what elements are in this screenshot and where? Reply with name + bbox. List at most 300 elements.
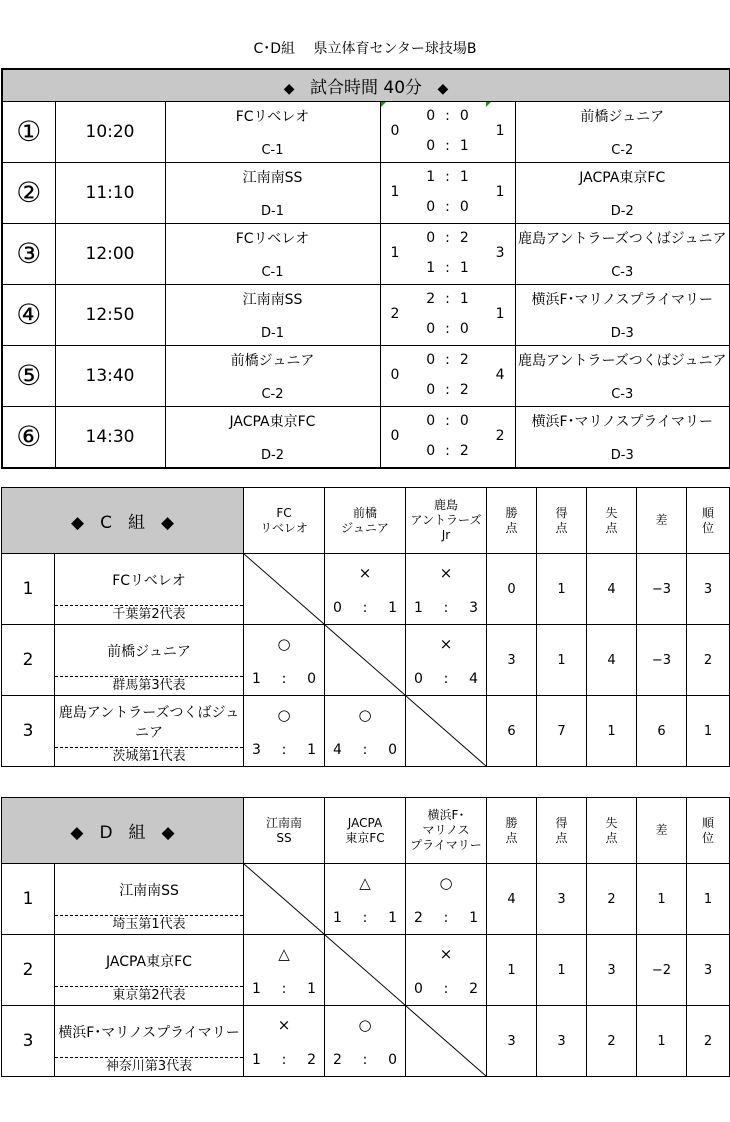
team-name: 横浜F･マリノスプライマリー bbox=[55, 1006, 243, 1058]
stat-header-points: 勝 点 bbox=[487, 488, 537, 554]
self-match-cell bbox=[244, 554, 325, 625]
diagonal-slash bbox=[406, 1006, 486, 1076]
score-box bbox=[381, 407, 515, 467]
result-mark: ○ bbox=[358, 706, 372, 724]
team-qualification: 埼玉第1代表 bbox=[112, 917, 186, 932]
stat-ga bbox=[587, 696, 637, 767]
self-match-cell bbox=[406, 696, 487, 767]
stat-gf-value: 3 bbox=[557, 891, 566, 907]
row-number-text: 1 bbox=[22, 579, 34, 599]
result-mark: × bbox=[439, 635, 453, 653]
diamond-icon: ◆ bbox=[70, 823, 84, 843]
group-d-standings-table bbox=[1, 797, 730, 1077]
standings-row bbox=[2, 696, 730, 767]
diagonal-slash bbox=[325, 935, 405, 1005]
score-against: 0 bbox=[388, 742, 397, 758]
stat-rank-value: 3 bbox=[703, 581, 713, 597]
opponent-column-header: 鹿島 アントラーズ Jr bbox=[406, 488, 487, 554]
stat-diff bbox=[637, 864, 687, 935]
diagonal-slash bbox=[325, 625, 405, 695]
score-for: 0 bbox=[414, 981, 423, 997]
result-cell bbox=[244, 1006, 325, 1077]
away-team-code: C-3 bbox=[611, 386, 634, 402]
stat-rank-value: 1 bbox=[703, 891, 713, 907]
home-team-cell bbox=[165, 345, 380, 406]
result-mark: × bbox=[358, 564, 372, 582]
second-half-score bbox=[381, 260, 515, 276]
stat-rank bbox=[687, 935, 730, 1006]
first-half-away: 0 bbox=[459, 412, 469, 429]
second-half-away: 1 bbox=[459, 137, 469, 154]
row-number-text: 1 bbox=[22, 889, 34, 909]
score-cell bbox=[380, 284, 515, 345]
comment-marker-icon bbox=[381, 102, 386, 107]
stat-header-rank: 順 位 bbox=[687, 798, 730, 864]
home-team-code: C-1 bbox=[261, 142, 284, 158]
opponent-column-header: 前橋 ジュニア bbox=[325, 488, 406, 554]
stat-header-diff: 差 bbox=[637, 488, 687, 554]
group-letter: C bbox=[100, 513, 112, 533]
stat-ga-value: 3 bbox=[607, 962, 616, 978]
stat-header-rank: 順 位 bbox=[687, 488, 730, 554]
match-schedule-table bbox=[1, 68, 730, 469]
score-for: 2 bbox=[414, 910, 423, 926]
first-half-home: 0 bbox=[426, 412, 436, 429]
match-number-text: ⑥ bbox=[16, 420, 42, 453]
second-half-home: 0 bbox=[426, 198, 436, 215]
colon: : bbox=[445, 412, 450, 429]
stat-diff-value: −3 bbox=[651, 581, 672, 597]
away-total-score: 4 bbox=[495, 366, 505, 383]
colon: : bbox=[445, 381, 450, 398]
score-box bbox=[381, 224, 515, 284]
result-cell bbox=[325, 864, 406, 935]
match-time bbox=[55, 284, 165, 345]
home-team-name: FCリベレオ bbox=[235, 230, 310, 247]
home-team-name: JACPA東京FC bbox=[229, 413, 316, 430]
score-cell bbox=[380, 223, 515, 284]
match-duration-label: 試合時間 40分 bbox=[309, 77, 423, 98]
away-total-score: 1 bbox=[495, 122, 505, 139]
stat-diff bbox=[637, 1006, 687, 1077]
result-mark: × bbox=[439, 564, 453, 582]
stat-diff bbox=[637, 935, 687, 1006]
score-for: 1 bbox=[252, 981, 261, 997]
colon: : bbox=[445, 137, 450, 154]
match-row bbox=[2, 101, 730, 162]
first-half-score bbox=[381, 230, 515, 246]
stat-rank-value: 3 bbox=[703, 962, 713, 978]
away-total-score: 2 bbox=[495, 427, 505, 444]
match-time bbox=[55, 406, 165, 468]
home-total-score: 1 bbox=[390, 244, 400, 261]
team-name: 鹿島アントラーズつくばジュニア bbox=[55, 696, 243, 748]
away-team-name: JACPA東京FC bbox=[579, 169, 666, 186]
first-half-score bbox=[381, 169, 515, 185]
away-team-cell bbox=[515, 284, 730, 345]
result-score bbox=[244, 981, 324, 997]
comment-marker-icon bbox=[486, 102, 491, 107]
colon: : bbox=[443, 671, 449, 687]
home-team-cell bbox=[165, 406, 380, 468]
colon: : bbox=[281, 742, 287, 758]
team-cell bbox=[55, 864, 244, 935]
stat-points-value: 3 bbox=[507, 1033, 516, 1049]
opponent-column-header: 江南南 SS bbox=[244, 798, 325, 864]
row-number bbox=[2, 696, 55, 767]
team-cell bbox=[55, 935, 244, 1006]
team-qualification: 東京第2代表 bbox=[112, 988, 186, 1003]
standings-header-row bbox=[2, 798, 730, 864]
score-box bbox=[381, 102, 515, 162]
stat-rank-value: 1 bbox=[703, 723, 713, 739]
score-box bbox=[381, 163, 515, 223]
match-time-text: 10:20 bbox=[85, 121, 135, 142]
stat-diff-value: 1 bbox=[657, 891, 666, 907]
stat-gf bbox=[537, 696, 587, 767]
second-half-home: 0 bbox=[426, 320, 436, 337]
diamond-icon: ◆ bbox=[160, 513, 175, 533]
match-number-text: ⑤ bbox=[16, 359, 42, 392]
stat-gf bbox=[537, 554, 587, 625]
stat-ga bbox=[587, 554, 637, 625]
row-number bbox=[2, 554, 55, 625]
first-half-away: 0 bbox=[459, 107, 469, 124]
result-cell bbox=[244, 696, 325, 767]
result-mark: ○ bbox=[277, 706, 291, 724]
result-cell bbox=[406, 935, 487, 1006]
stat-diff-value: −2 bbox=[651, 962, 672, 978]
diamond-icon: ◆ bbox=[283, 80, 295, 97]
row-number-text: 2 bbox=[22, 650, 34, 670]
match-number bbox=[2, 223, 55, 284]
self-match-cell bbox=[244, 864, 325, 935]
match-row bbox=[2, 406, 730, 468]
score-against: 1 bbox=[388, 600, 397, 616]
stat-header-gf: 得 点 bbox=[537, 798, 587, 864]
standings-row bbox=[2, 864, 730, 935]
second-half-away: 0 bbox=[459, 198, 469, 215]
team-qualification: 千葉第2代表 bbox=[112, 607, 186, 622]
second-half-home: 1 bbox=[426, 259, 436, 276]
colon: : bbox=[281, 1052, 287, 1068]
home-team-cell bbox=[165, 284, 380, 345]
score-against: 1 bbox=[307, 742, 316, 758]
home-team-cell bbox=[165, 162, 380, 223]
home-total-score: 0 bbox=[390, 427, 400, 444]
match-time bbox=[55, 223, 165, 284]
stat-gf-value: 1 bbox=[557, 581, 566, 597]
match-number-text: ② bbox=[16, 176, 42, 209]
score-for: 1 bbox=[414, 600, 423, 616]
result-score bbox=[406, 671, 486, 687]
score-cell bbox=[380, 162, 515, 223]
score-against: 0 bbox=[307, 671, 316, 687]
score-cell bbox=[380, 345, 515, 406]
stat-ga bbox=[587, 864, 637, 935]
page-title: C･D組 県立体育センター球技場B bbox=[253, 41, 477, 57]
away-team-code: C-2 bbox=[611, 142, 634, 158]
score-against: 2 bbox=[307, 1052, 316, 1068]
away-team-name: 横浜F･マリノスプライマリー bbox=[531, 413, 714, 430]
second-half-score bbox=[381, 199, 515, 215]
second-half-away: 0 bbox=[459, 320, 469, 337]
colon: : bbox=[362, 600, 368, 616]
home-total-score: 0 bbox=[390, 122, 400, 139]
row-number bbox=[2, 935, 55, 1006]
second-half-score bbox=[381, 382, 515, 398]
opponent-column-header: JACPA 東京FC bbox=[325, 798, 406, 864]
result-mark: △ bbox=[359, 874, 371, 892]
diamond-icon: ◆ bbox=[437, 80, 449, 97]
result-score bbox=[325, 1052, 405, 1068]
first-half-away: 2 bbox=[459, 229, 469, 246]
result-score bbox=[325, 600, 405, 616]
match-time-text: 14:30 bbox=[85, 426, 135, 447]
match-row bbox=[2, 345, 730, 406]
second-half-score bbox=[381, 138, 515, 154]
stat-points-value: 3 bbox=[507, 652, 516, 668]
self-match-cell bbox=[325, 625, 406, 696]
stat-ga-value: 4 bbox=[607, 581, 616, 597]
away-total-score: 1 bbox=[495, 305, 505, 322]
stat-points bbox=[487, 625, 537, 696]
stat-rank bbox=[687, 696, 730, 767]
home-total-score: 2 bbox=[390, 305, 400, 322]
result-mark: ○ bbox=[277, 635, 291, 653]
match-row bbox=[2, 223, 730, 284]
result-mark: ○ bbox=[439, 874, 453, 892]
row-number-text: 3 bbox=[22, 1031, 34, 1051]
match-time-text: 12:50 bbox=[85, 304, 135, 325]
away-team-cell bbox=[515, 101, 730, 162]
score-against: 1 bbox=[469, 910, 478, 926]
result-cell bbox=[325, 696, 406, 767]
score-for: 4 bbox=[333, 742, 342, 758]
match-number bbox=[2, 162, 55, 223]
score-against: 4 bbox=[469, 671, 478, 687]
stat-rank bbox=[687, 554, 730, 625]
result-mark: ○ bbox=[358, 1016, 372, 1034]
colon: : bbox=[362, 910, 368, 926]
group-label bbox=[2, 798, 244, 864]
row-number bbox=[2, 625, 55, 696]
team-name: 江南南SS bbox=[55, 864, 243, 916]
stat-gf-value: 1 bbox=[557, 962, 566, 978]
opponent-column-header: FC リベレオ bbox=[244, 488, 325, 554]
stat-header-ga: 失 点 bbox=[587, 798, 637, 864]
stat-diff-value: −3 bbox=[651, 652, 672, 668]
diagonal-slash bbox=[244, 554, 324, 624]
home-total-score: 1 bbox=[390, 183, 400, 200]
colon: : bbox=[445, 442, 450, 459]
colon: : bbox=[362, 1052, 368, 1068]
stat-diff bbox=[637, 625, 687, 696]
stat-diff-value: 6 bbox=[657, 723, 666, 739]
second-half-score bbox=[381, 321, 515, 337]
home-team-code: D-1 bbox=[261, 325, 284, 341]
stat-points-value: 4 bbox=[507, 891, 516, 907]
first-half-home: 2 bbox=[426, 290, 436, 307]
home-team-name: 前橋ジュニア bbox=[230, 352, 315, 369]
stat-points-value: 6 bbox=[507, 723, 516, 739]
stat-rank bbox=[687, 864, 730, 935]
colon: : bbox=[445, 168, 450, 185]
diagonal-slash bbox=[244, 864, 324, 934]
away-team-cell bbox=[515, 406, 730, 468]
result-cell bbox=[325, 1006, 406, 1077]
away-team-name: 横浜F･マリノスプライマリー bbox=[531, 291, 714, 308]
first-half-away: 1 bbox=[459, 168, 469, 185]
away-team-code: D-2 bbox=[610, 203, 634, 219]
stat-gf bbox=[537, 864, 587, 935]
stat-points bbox=[487, 864, 537, 935]
second-half-home: 0 bbox=[426, 442, 436, 459]
colon: : bbox=[443, 981, 449, 997]
result-score bbox=[325, 910, 405, 926]
away-team-code: D-3 bbox=[610, 447, 634, 463]
match-row bbox=[2, 284, 730, 345]
stat-points-value: 0 bbox=[507, 581, 516, 597]
schedule-header bbox=[2, 69, 730, 101]
second-half-away: 2 bbox=[459, 381, 469, 398]
colon: : bbox=[445, 229, 450, 246]
match-time bbox=[55, 162, 165, 223]
match-number bbox=[2, 284, 55, 345]
first-half-score bbox=[381, 291, 515, 307]
first-half-home: 0 bbox=[426, 229, 436, 246]
score-for: 3 bbox=[252, 742, 261, 758]
diamond-icon: ◆ bbox=[161, 823, 175, 843]
result-score bbox=[406, 981, 486, 997]
score-against: 1 bbox=[307, 981, 316, 997]
stat-gf bbox=[537, 935, 587, 1006]
stat-header-gf: 得 点 bbox=[537, 488, 587, 554]
colon: : bbox=[445, 320, 450, 337]
team-qualification: 茨城第1代表 bbox=[112, 749, 186, 764]
away-team-name: 前橋ジュニア bbox=[580, 108, 665, 125]
match-number-text: ① bbox=[16, 115, 42, 148]
team-qualification: 神奈川第3代表 bbox=[105, 1059, 193, 1074]
result-mark: × bbox=[277, 1016, 291, 1034]
second-half-away: 1 bbox=[459, 259, 469, 276]
stat-diff bbox=[637, 696, 687, 767]
colon: : bbox=[445, 259, 450, 276]
away-team-name: 鹿島アントラーズつくばジュニア bbox=[518, 230, 727, 247]
away-team-name: 鹿島アントラーズつくばジュニア bbox=[518, 352, 727, 369]
first-half-score bbox=[381, 413, 515, 429]
second-half-home: 0 bbox=[426, 137, 436, 154]
standings-row bbox=[2, 625, 730, 696]
second-half-home: 0 bbox=[426, 381, 436, 398]
result-cell bbox=[406, 625, 487, 696]
second-half-away: 2 bbox=[459, 442, 469, 459]
stat-ga bbox=[587, 935, 637, 1006]
match-number-text: ③ bbox=[16, 237, 42, 270]
stat-rank-value: 2 bbox=[703, 1033, 713, 1049]
stat-diff bbox=[637, 554, 687, 625]
match-number-text: ④ bbox=[16, 298, 42, 331]
score-cell bbox=[380, 101, 515, 162]
home-team-cell bbox=[165, 223, 380, 284]
team-name: FCリベレオ bbox=[55, 554, 243, 606]
score-for: 1 bbox=[333, 910, 342, 926]
score-box bbox=[381, 346, 515, 406]
colon: : bbox=[445, 290, 450, 307]
stat-gf bbox=[537, 1006, 587, 1077]
group-c-standings-table bbox=[1, 487, 730, 767]
group-suffix: 組 bbox=[127, 513, 145, 533]
team-qualification: 群馬第3代表 bbox=[112, 678, 186, 693]
stat-rank bbox=[687, 625, 730, 696]
team-name: 前橋ジュニア bbox=[55, 625, 243, 677]
away-team-code: C-3 bbox=[611, 264, 634, 280]
result-score bbox=[244, 671, 324, 687]
row-number-text: 2 bbox=[22, 960, 34, 980]
stat-gf-value: 1 bbox=[557, 652, 566, 668]
team-cell bbox=[55, 625, 244, 696]
standings-row bbox=[2, 935, 730, 1006]
score-for: 1 bbox=[252, 671, 261, 687]
score-against: 3 bbox=[469, 600, 478, 616]
result-cell bbox=[244, 935, 325, 1006]
colon: : bbox=[443, 910, 449, 926]
home-team-code: C-2 bbox=[261, 386, 284, 402]
home-team-name: 江南南SS bbox=[242, 291, 303, 308]
match-time bbox=[55, 101, 165, 162]
first-half-home: 0 bbox=[426, 351, 436, 368]
result-cell bbox=[244, 625, 325, 696]
colon: : bbox=[362, 742, 368, 758]
score-against: 0 bbox=[388, 1052, 397, 1068]
home-team-code: D-2 bbox=[261, 447, 284, 463]
opponent-column-header: 横浜F･ マリノス プライマリー bbox=[406, 798, 487, 864]
team-cell bbox=[55, 696, 244, 767]
away-total-score: 3 bbox=[495, 244, 505, 261]
home-team-cell bbox=[165, 101, 380, 162]
stat-points bbox=[487, 696, 537, 767]
stat-ga-value: 4 bbox=[607, 652, 616, 668]
home-team-name: FCリベレオ bbox=[235, 108, 310, 125]
row-number-text: 3 bbox=[22, 721, 34, 741]
result-score bbox=[244, 1052, 324, 1068]
stat-header-diff: 差 bbox=[637, 798, 687, 864]
stat-rank-value: 2 bbox=[703, 652, 713, 668]
first-half-score bbox=[381, 352, 515, 368]
colon: : bbox=[445, 198, 450, 215]
score-cell bbox=[380, 406, 515, 468]
stat-ga bbox=[587, 1006, 637, 1077]
match-number bbox=[2, 345, 55, 406]
first-half-home: 0 bbox=[426, 107, 436, 124]
away-team-cell bbox=[515, 162, 730, 223]
second-half-score bbox=[381, 443, 515, 459]
home-total-score: 0 bbox=[390, 366, 400, 383]
stat-ga-value: 2 bbox=[607, 1033, 616, 1049]
stat-points bbox=[487, 554, 537, 625]
stat-ga-value: 1 bbox=[607, 723, 616, 739]
result-mark: △ bbox=[278, 945, 290, 963]
score-against: 2 bbox=[469, 981, 478, 997]
colon: : bbox=[445, 107, 450, 124]
result-score bbox=[325, 742, 405, 758]
group-suffix: 組 bbox=[128, 823, 146, 843]
group-letter: D bbox=[99, 823, 113, 843]
group-label bbox=[2, 488, 244, 554]
colon: : bbox=[443, 600, 449, 616]
result-cell bbox=[406, 554, 487, 625]
match-time-text: 11:10 bbox=[85, 182, 135, 203]
